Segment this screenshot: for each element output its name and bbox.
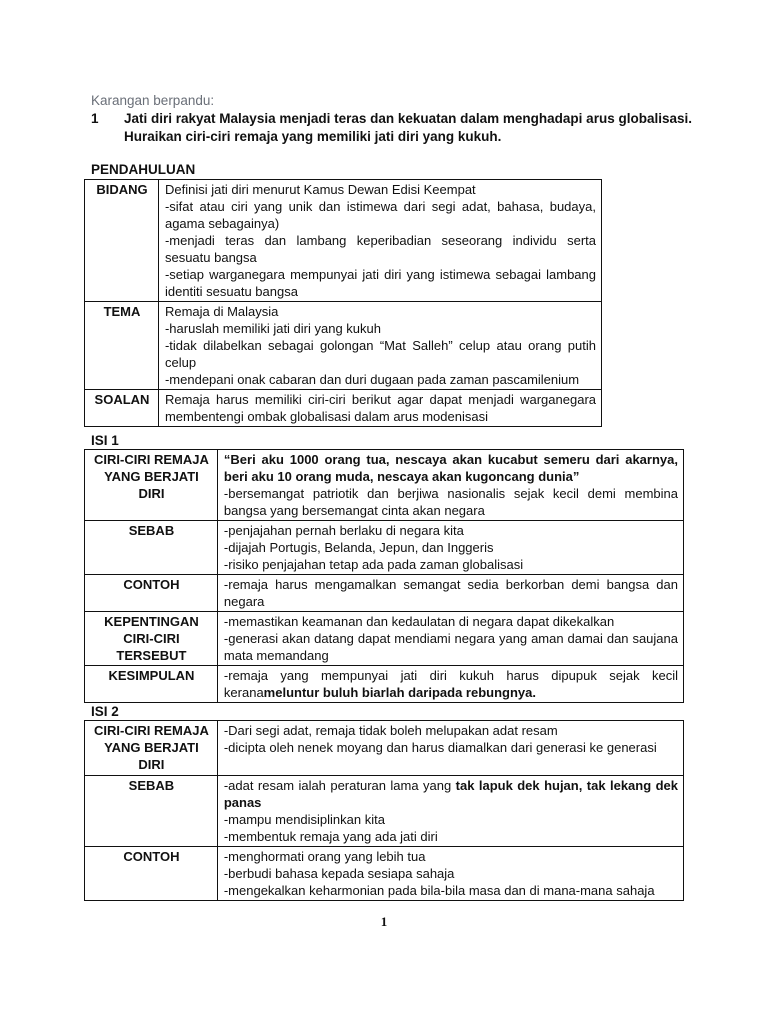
essay-type-label: Karangan berpandu: xyxy=(91,93,215,108)
section-title-pendahuluan: PENDAHULUAN xyxy=(91,162,196,177)
content-line: -penjajahan pernah berlaku di negara kita xyxy=(223,523,464,538)
content-line: -menjadi teras dan lambang keperibadian seseorang individu serta sesuatu bangsa xyxy=(164,233,596,265)
table-row xyxy=(85,302,602,390)
isi-1-table xyxy=(84,449,684,703)
proverb-text: tak lapuk dek hujan, tak lekang dek panas xyxy=(223,778,678,810)
row-content xyxy=(158,302,601,390)
content-line: Definisi jati diri menurut Kamus Dewan Edisi Keempat xyxy=(164,182,476,197)
content-line: -Dari segi adat, remaja tidak boleh melupakan adat resam xyxy=(223,723,558,738)
section-title-isi-1: ISI 1 xyxy=(91,433,119,448)
content-line: -dijajah Portugis, Belanda, Jepun, dan Inggeris xyxy=(223,540,494,555)
content-line: Remaja di Malaysia xyxy=(164,304,279,319)
table-row xyxy=(85,612,684,666)
table-row xyxy=(85,521,684,575)
isi-2-table xyxy=(84,720,684,901)
row-content xyxy=(217,612,683,666)
content-line: -tidak dilabelkan sebagai golongan “Mat Salleh” celup atau orang putih celup xyxy=(164,338,596,370)
content-line: -haruslah memiliki jati diri yang kukuh xyxy=(164,321,381,336)
proverb-text: meluntur buluh biarlah daripada rebungnya. xyxy=(263,685,536,700)
row-content xyxy=(217,666,683,703)
row-content xyxy=(217,776,683,847)
content-line: -berbudi bahasa kepada sesiapa sahaja xyxy=(223,866,455,881)
row-label: SOALAN xyxy=(85,390,159,427)
row-label: CIRI-CIRI REMAJA YANG BERJATI DIRI xyxy=(85,450,218,521)
content-line: -mengekalkan keharmonian pada bila-bila masa dan di mana-mana sahaja xyxy=(223,883,655,898)
question-line-1: Jati diri rakyat Malaysia menjadi teras dan kekuatan dalam menghadapi arus globalisasi. xyxy=(124,111,692,126)
content-text: -adat resam ialah peraturan lama yang xyxy=(223,778,456,793)
essay-question xyxy=(91,110,692,146)
content-line: -membentuk remaja yang ada jati diri xyxy=(223,829,438,844)
table-row xyxy=(85,575,684,612)
row-content xyxy=(217,847,683,901)
row-label: BIDANG xyxy=(85,180,159,302)
row-content xyxy=(158,180,601,302)
row-content xyxy=(217,450,683,521)
section-title-isi-2: ISI 2 xyxy=(91,704,119,719)
content-line: -generasi akan datang dapat mendiami negara yang aman damai dan saujana mata memandang xyxy=(223,631,678,663)
row-label: SEBAB xyxy=(85,776,218,847)
row-label: CIRI-CIRI REMAJA YANG BERJATI DIRI xyxy=(85,721,218,776)
content-text: -remaja yang mempunyai jati diri kukuh harus dipupuk sejak kecil kerana xyxy=(223,668,678,700)
content-line: -dicipta oleh nenek moyang dan harus diamalkan dari generasi ke generasi xyxy=(223,740,657,755)
content-line: -risiko penjajahan tetap ada pada zaman globalisasi xyxy=(223,557,524,572)
content-line: -mendepani onak cabaran dan duri dugaan pada zaman pascamilenium xyxy=(164,372,580,387)
content-line: -bersemangat patriotik dan berjiwa nasionalis sejak kecil demi membina bangsa yang bersemangat cinta akan negara xyxy=(223,486,678,518)
content-line: -setiap warganegara mempunyai jati diri yang istimewa sebagai lambang identiti sesuatu bangsa xyxy=(164,267,596,299)
table-row xyxy=(85,721,684,776)
row-label: KEPENTINGAN CIRI-CIRI TERSEBUT xyxy=(85,612,218,666)
question-number: 1 xyxy=(91,111,99,126)
quote-text: “Beri aku 1000 orang tua, nescaya akan kucabut semeru dari akarnya, beri aku 10 orang muda, nescaya akan kugoncang dunia” xyxy=(223,452,678,484)
content-line: Remaja harus memiliki ciri-ciri berikut agar dapat menjadi warganegara membentengi ombak globalisasi dalam arus modenisasi xyxy=(164,392,596,424)
table-row xyxy=(85,450,684,521)
row-label: CONTOH xyxy=(85,575,218,612)
table-row xyxy=(85,847,684,901)
row-label: KESIMPULAN xyxy=(85,666,218,703)
table-row xyxy=(85,776,684,847)
page-number: 1 xyxy=(380,914,388,929)
pendahuluan-table xyxy=(84,179,602,427)
row-label: SEBAB xyxy=(85,521,218,575)
content-line: -remaja harus mengamalkan semangat sedia berkorban demi bangsa dan negara xyxy=(223,577,678,609)
table-row xyxy=(85,180,602,302)
row-label: CONTOH xyxy=(85,847,218,901)
content-line: -mampu mendisiplinkan kita xyxy=(223,812,385,827)
row-content xyxy=(217,521,683,575)
row-content xyxy=(158,390,601,427)
content-line: -memastikan keamanan dan kedaulatan di negara dapat dikekalkan xyxy=(223,614,615,629)
content-line: -sifat atau ciri yang unik dan istimewa dari segi adat, bahasa, budaya, agama sebagainya) xyxy=(164,199,596,231)
row-content xyxy=(217,721,683,776)
table-row xyxy=(85,390,602,427)
row-content xyxy=(217,575,683,612)
table-row xyxy=(85,666,684,703)
content-line: -menghormati orang yang lebih tua xyxy=(223,849,426,864)
question-line-2: Huraikan ciri-ciri remaja yang memiliki jati diri yang kukuh. xyxy=(124,129,502,144)
row-label: TEMA xyxy=(85,302,159,390)
